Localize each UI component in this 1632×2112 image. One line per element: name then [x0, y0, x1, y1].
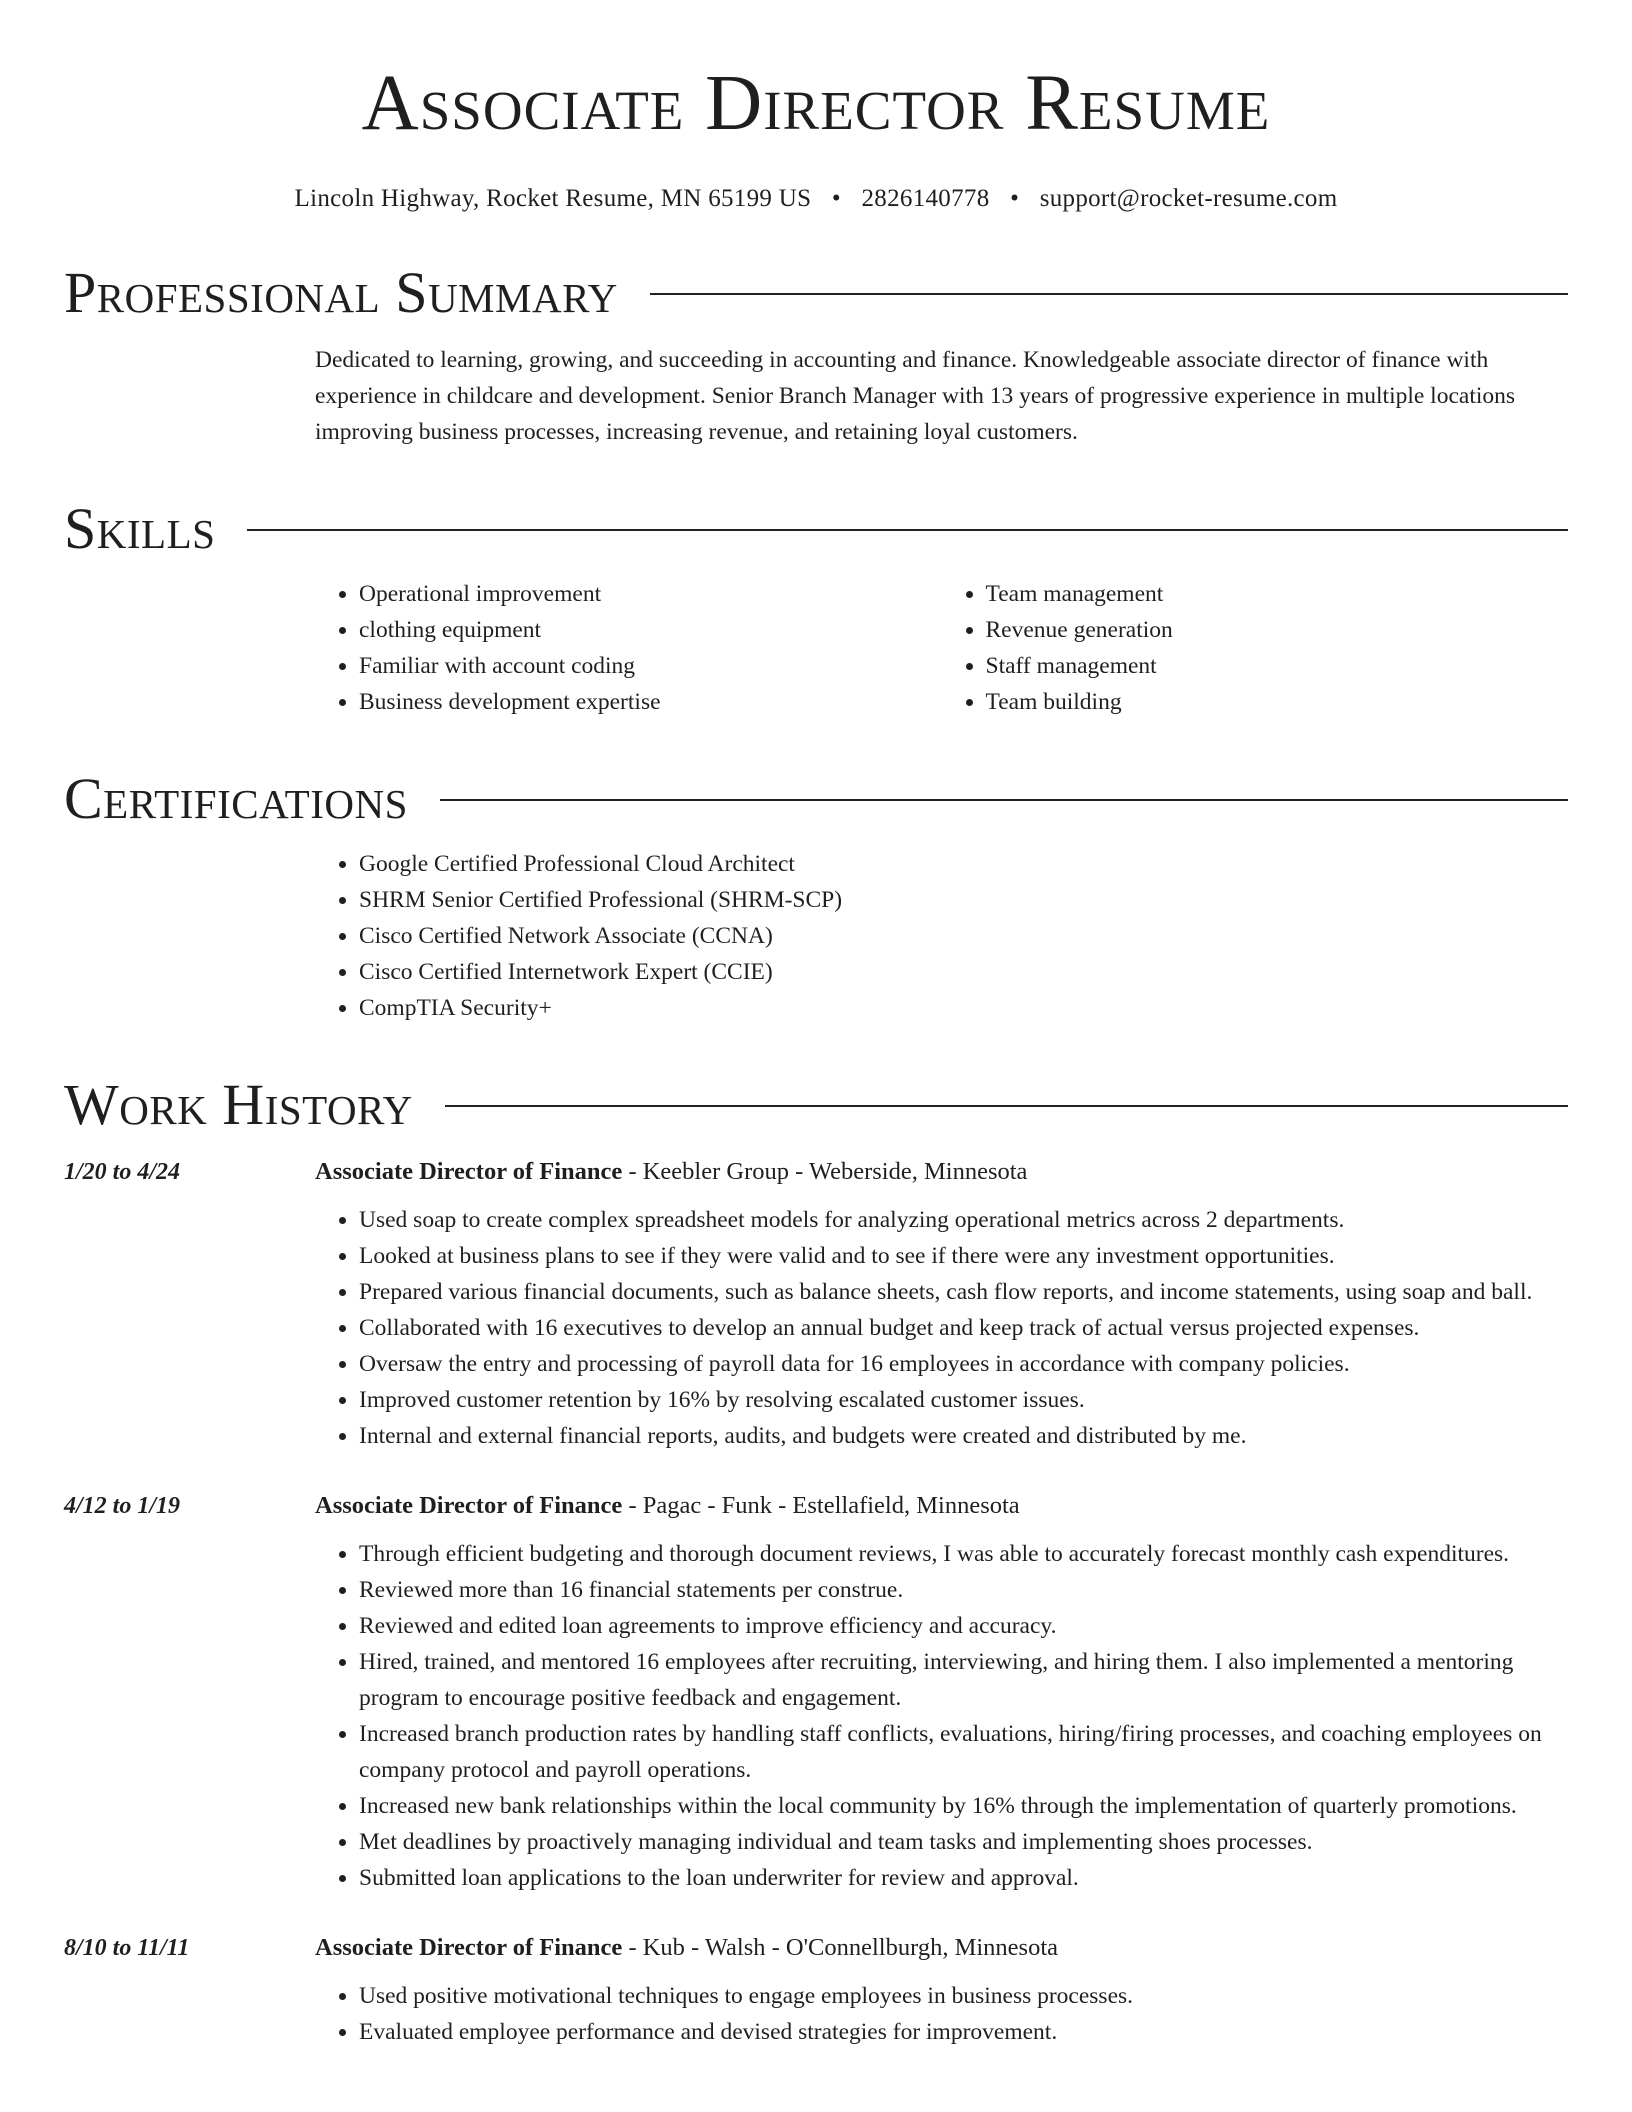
job-bullet: • Reviewed more than 16 financial statements per construe.: [359, 1572, 1568, 1608]
summary-section-header: [64, 262, 1568, 324]
resume-title: Associate Director Resume: [361, 60, 1271, 147]
job-bullet: • Collaborated with 16 executives to develop an annual budget and keep track of actual versus projected expenses.: [359, 1310, 1568, 1346]
job-bullet: • Submitted loan applications to the loan underwriter for review and approval.: [359, 1860, 1568, 1896]
skill-item: • Team building: [986, 684, 1569, 720]
contact-separator: •: [1010, 185, 1020, 212]
job-bullets: [315, 1536, 1568, 1896]
contact-address: Lincoln Highway, Rocket Resume, MN 65199 US: [294, 185, 812, 212]
skills-section-header: [64, 498, 1568, 560]
skill-item: • Familiar with account coding: [359, 648, 942, 684]
skills-column-right: [942, 576, 1569, 720]
job-bullet: • Oversaw the entry and processing of payroll data for 16 employees in accordance with company policies.: [359, 1346, 1568, 1382]
section-divider: [440, 799, 1568, 801]
certifications-list: [315, 846, 1568, 1026]
skills-heading: Skills: [64, 496, 216, 561]
job-dates: 8/10 to 11/11: [64, 1935, 190, 1961]
skill-item: • Operational improvement: [359, 576, 942, 612]
certifications-section-header: [64, 768, 1568, 830]
job-bullet: • Reviewed and edited loan agreements to improve efficiency and accuracy.: [359, 1608, 1568, 1644]
job-bullet: • Prepared various financial documents, such as balance sheets, cash flow reports, and income statements, using soap and ball.: [359, 1274, 1568, 1310]
contact-email: support@rocket-resume.com: [1039, 185, 1338, 212]
job-heading: [315, 1484, 1568, 1524]
job-bullet: • Through efficient budgeting and thorough document reviews, I was able to accurately forecast monthly cash expenditures.: [359, 1536, 1568, 1572]
job-title: Associate Director of Finance: [315, 1934, 623, 1961]
job-bullet: • Improved customer retention by 16% by resolving escalated customer issues.: [359, 1382, 1568, 1418]
section-divider: [247, 529, 1568, 531]
job-bullet: • Used positive motivational techniques to engage employees in business processes.: [359, 1978, 1568, 2014]
certifications-heading: Certifications: [64, 766, 408, 831]
skills-list: [315, 576, 1568, 720]
job-bullet: • Used soap to create complex spreadsheet models for analyzing operational metrics across 2 departments.: [359, 1202, 1568, 1238]
certification-item: • Google Certified Professional Cloud Architect: [359, 846, 1568, 882]
job-dates: 1/20 to 4/24: [64, 1159, 181, 1185]
contact-separator: •: [831, 185, 841, 212]
job-entry: [64, 1150, 1568, 1454]
summary-text: Dedicated to learning, growing, and succeeding in accounting and finance. Knowledgeable associate director of finance with experience in childcare and development. Senior Branch Manager with 13 years of progressive experience in multiple locations improving business processes, increasing revenue, and retaining loyal customers.: [315, 347, 1516, 445]
job-content: [315, 1150, 1568, 1454]
section-divider: [445, 1105, 1568, 1107]
job-employer-location: - Pagac - Funk - Estellafield, Minnesota: [622, 1492, 1020, 1519]
job-employer-location: - Kub - Walsh - O'Connellburgh, Minnesota: [622, 1934, 1059, 1961]
job-employer-location: - Keebler Group - Weberside, Minnesota: [622, 1158, 1028, 1185]
skill-item: • Team management: [986, 576, 1569, 612]
job-entry: [64, 1926, 1568, 2050]
certification-item: • Cisco Certified Network Associate (CCNA): [359, 918, 1568, 954]
skill-item: • Revenue generation: [986, 612, 1569, 648]
contact-phone: 2826140778: [861, 185, 990, 212]
job-heading: [315, 1150, 1568, 1190]
resume-page: [64, 0, 1568, 2050]
certification-item: • Cisco Certified Internetwork Expert (CCIE): [359, 954, 1568, 990]
summary-heading: Professional Summary: [64, 260, 618, 325]
job-content: [315, 1926, 1568, 2050]
job-heading: [315, 1926, 1568, 1966]
job-dates: 4/12 to 1/19: [64, 1493, 181, 1519]
job-title: Associate Director of Finance: [315, 1492, 623, 1519]
certifications-bullets: [315, 846, 1568, 1026]
skill-item: • Business development expertise: [359, 684, 942, 720]
job-bullet: • Increased branch production rates by handling staff conflicts, evaluations, hiring/firing processes, and coaching employees on company protocol and payroll operations.: [359, 1716, 1568, 1788]
contact-line: [64, 184, 1568, 214]
job-bullet: • Hired, trained, and mentored 16 employees after recruiting, interviewing, and hiring them. I also implemented a mentoring program to encourage positive feedback and engagement.: [359, 1644, 1568, 1716]
job-entry: [64, 1484, 1568, 1896]
work-history-heading: Work History: [64, 1072, 413, 1137]
job-bullet: • Met deadlines by proactively managing individual and team tasks and implementing shoes processes.: [359, 1824, 1568, 1860]
job-bullet: • Evaluated employee performance and devised strategies for improvement.: [359, 2014, 1568, 2050]
job-content: [315, 1484, 1568, 1896]
skills-column-left: [315, 576, 942, 720]
job-bullet: • Looked at business plans to see if they were valid and to see if there were any investment opportunities.: [359, 1238, 1568, 1274]
job-title: Associate Director of Finance: [315, 1158, 623, 1185]
work-history-section-header: [64, 1074, 1568, 1136]
job-bullet: • Increased new bank relationships within the local community by 16% through the implementation of quarterly promotions.: [359, 1788, 1568, 1824]
job-bullets: [315, 1978, 1568, 2050]
skill-item: • Staff management: [986, 648, 1569, 684]
section-divider: [650, 293, 1568, 295]
certification-item: • SHRM Senior Certified Professional (SHRM-SCP): [359, 882, 1568, 918]
skill-item: • clothing equipment: [359, 612, 942, 648]
job-bullet: • Internal and external financial reports, audits, and budgets were created and distributed by me.: [359, 1418, 1568, 1454]
certification-item: • CompTIA Security+: [359, 990, 1568, 1026]
job-bullets: [315, 1202, 1568, 1454]
